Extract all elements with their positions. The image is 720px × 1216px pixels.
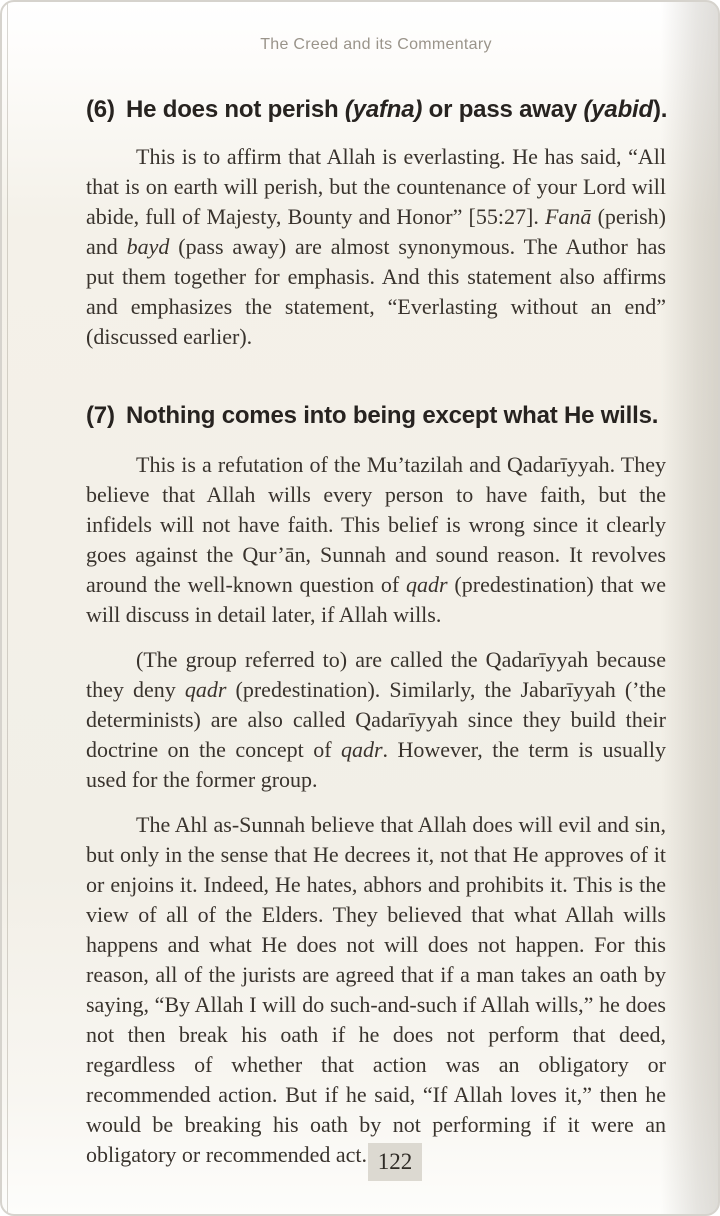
paragraph (86, 645, 666, 795)
text-run: (predestination). Similarly, the Jabarīyyah (’the determinists) are also called Qadarīyyah since they build their doctrine on the concept of (86, 677, 666, 762)
title-run: Nothing comes into being except what He wills. (126, 402, 659, 429)
section-title (126, 96, 667, 124)
section-heading-6 (86, 96, 666, 124)
text-run: This is to affirm that Allah is everlasting. He has said, “All that is on earth will perish, but the countenance of your Lord will abide, full of Majesty, Bounty and Honor” [55:27]. (86, 144, 666, 229)
text-run: (The group referred to) are called the Qadarīyyah because they deny (86, 647, 666, 702)
text-run: (perish) and (86, 204, 667, 259)
text-run-italic: bayd (126, 234, 170, 259)
title-run-italic: (yafna) (344, 96, 423, 123)
text-run-italic: Fanā (544, 204, 592, 229)
title-run-italic: (yabid (583, 96, 653, 123)
section-title (126, 402, 658, 430)
text-run: The Ahl as-Sunnah believe that Allah does will evil and sin, but only in the sense that He decrees it, not that He approves of it or enjoins it. Indeed, He hates, abhors and prohibits it. This is the view of all of the Elders. They believed that what Allah wills happens and what He does not will does not happen. For this reason, all of the jurists are agreed that if a man takes an oath by saying, “By Allah I will do such-and-such if Allah wills,” he does not then break his oath if he does not perform that deed, regardless of whether that action was an obligatory or recommended action. But if he said, “If Allah loves it,” then he would be breaking his oath by not performing if it were an obligatory or recommended act. (86, 812, 666, 1167)
section-heading-7 (86, 402, 666, 430)
text-run-italic: qadr (406, 572, 448, 597)
page-number-badge: 122 (368, 1143, 422, 1181)
text-run-italic: qadr (184, 677, 227, 702)
text-run: This is a refutation of the Mu’tazilah and Qadarīyyah. They believe that Allah wills every person to have faith, but the infidels will not have faith. This belief is wrong since it clearly goes against the Qur’ān, Sunnah and sound reason. It revolves around the well-known question of (86, 452, 666, 597)
page-content (2, 2, 718, 1170)
paragraph (86, 142, 666, 352)
running-header: The Creed and its Commentary (260, 36, 492, 53)
text-run: (predestination) that we will discuss in detail later, if Allah wills. (86, 572, 666, 627)
section-number: (7) (86, 402, 115, 429)
text-run: . However, the term is usually used for the former group. (86, 737, 666, 792)
section-number: (6) (86, 96, 115, 123)
text-run: (pass away) are almost synonymous. The Author has put them together for emphasis. And this statement also affirms and emphasizes the statement, “Everlasting without an end” (discussed earlier). (86, 234, 666, 349)
paragraph (86, 810, 666, 1170)
title-run: ). (652, 96, 668, 123)
title-run: or pass away (422, 96, 584, 123)
paragraph (86, 450, 666, 630)
text-run-italic: qadr (340, 737, 383, 762)
title-run: He does not perish (126, 96, 345, 123)
